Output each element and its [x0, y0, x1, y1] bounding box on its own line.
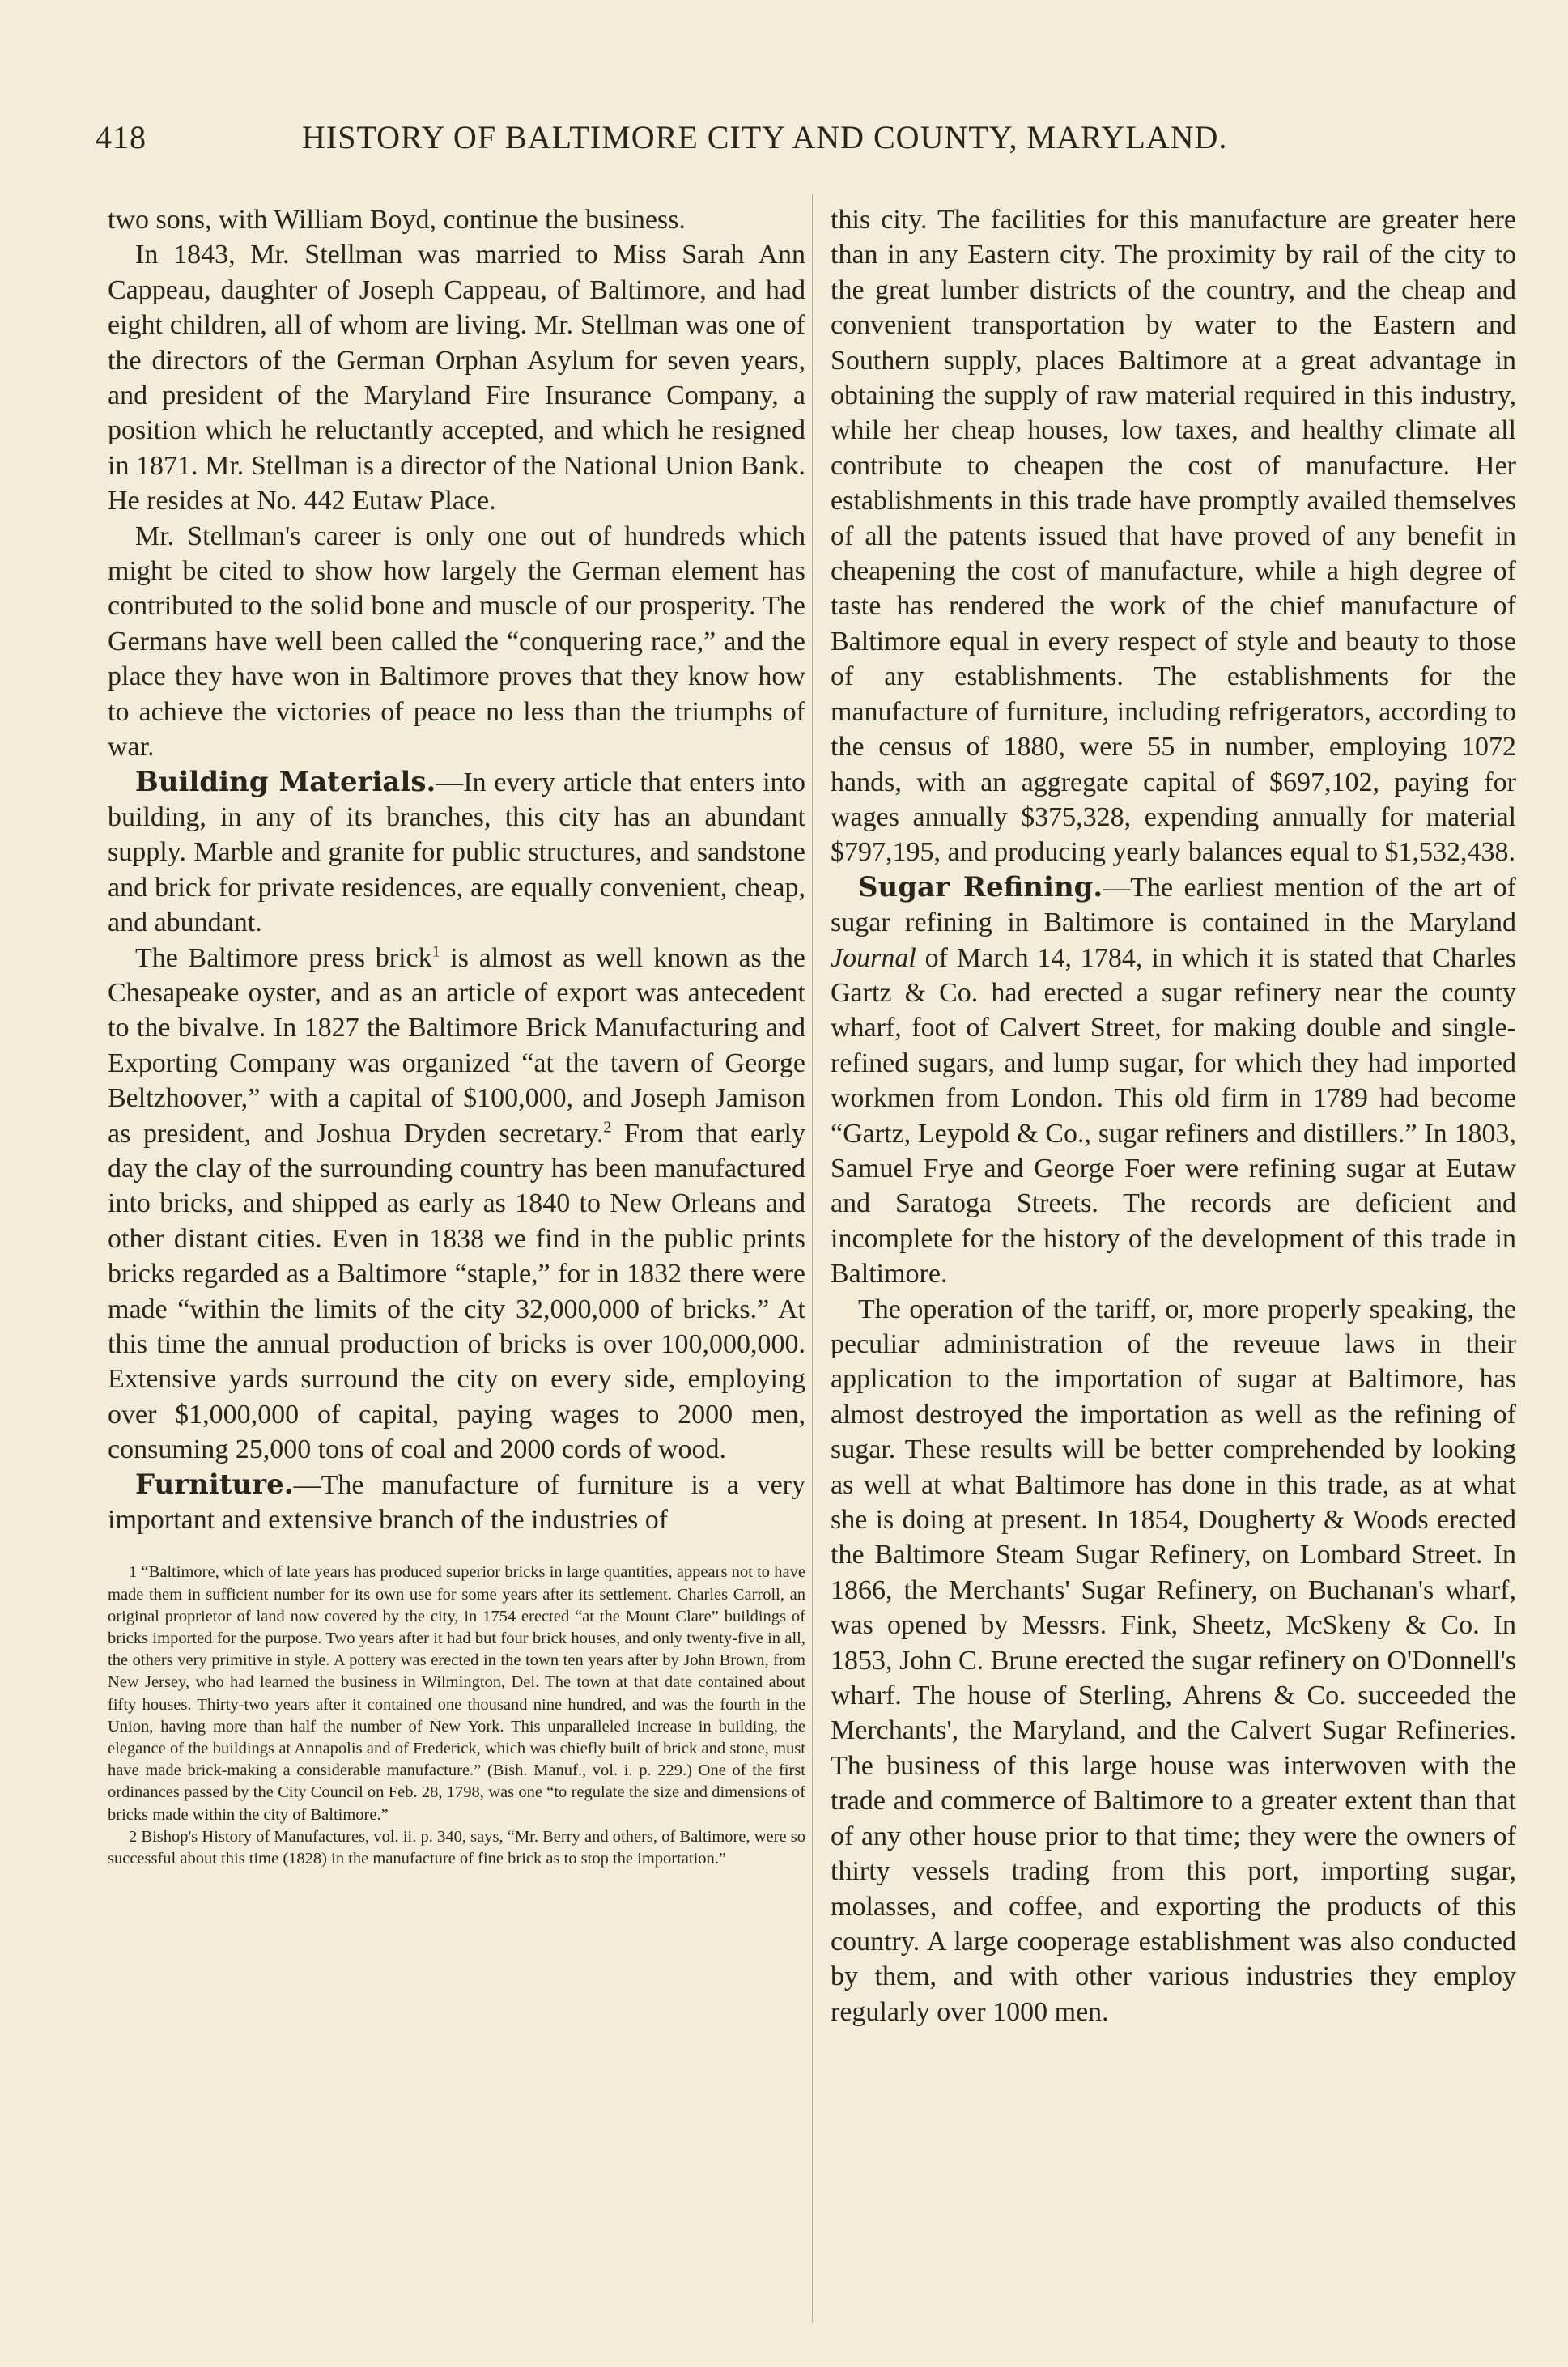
footnote: 2 Bishop's History of Manufactures, vol. ii. p. 340, says, “Mr. Berry and others, of Baltimore, were so successful about this time (1828) in the manufacture of fine brick as to stop the importation.”	[108, 1827, 805, 1868]
left-column	[108, 202, 805, 1870]
column-divider	[812, 194, 813, 2323]
journal-title: Journal	[831, 942, 916, 973]
page-number: 418	[96, 119, 147, 155]
paragraph: Mr. Stellman's career is only one out of hundreds which might be cited to show how largely the German element has contributed to the solid bone and muscle of our prosperity. The Germans have well been called the “conquering race,” and the place they have won in Baltimore proves that they know how to achieve the victories of peace no less than the triumphs of war.	[108, 521, 805, 763]
paragraph-text: The Baltimore press brick	[135, 942, 432, 973]
paragraph	[108, 941, 805, 1468]
paragraph-text: of March 14, 1784, in which it is stated that Charles Gartz & Co. had erected a sugar refinery near the county wharf, foot of Calvert Street, for making double and single-refined sugars, and lump sugar, for which they had imported workmen from London. This old firm in 1789 had become “Gartz, Leypold & Co., sugar refiners and distillers.” In 1803, Samuel Frye and George Foer were refining sugar at Eutaw and Saratoga Streets. The records are deficient and incomplete for the history of the development of this trade in Baltimore.	[831, 942, 1516, 1290]
paragraph: In 1843, Mr. Stellman was married to Miss Sarah Ann Cappeau, daughter of Joseph Cappeau, of Baltimore, and had eight children, all of whom are living. Mr. Stellman was one of the directors of the German Orphan Asylum for seven years, and president of the Maryland Fire Insurance Company, a position which he reluctantly accepted, and which he resigned in 1871. Mr. Stellman is a director of the National Union Bank. He resides at No. 442 Eutaw Place.	[108, 240, 805, 516]
paragraph-text: —The manufacture of furniture is a very important and extensive branch of the industries of	[108, 1469, 805, 1536]
footnote-mark: 1	[431, 942, 440, 961]
paragraph: The operation of the tariff, or, more properly speaking, the peculiar administration of the reveuue laws in their application to the importation of sugar at Baltimore, has almost destroyed the importation as well as the refining of sugar. These results will be better comprehended by looking as well at what Baltimore has done in this trade, as at what she is doing at present. In 1854, Dougherty & Woods erected the Baltimore Steam Sugar Refinery, on Lombard Street. In 1866, the Merchants' Sugar Refinery, on Buchanan's wharf, was opened by Messrs. Fink, Sheetz, McSkeny & Co. In 1853, John C. Brune erected the sugar refinery on O'Donnell's wharf. The house of Sterling, Ahrens & Co. succeeded the Merchants', the Maryland, and the Calvert Sugar Refineries. The business of this large house was interwoven with the trade and commerce of Baltimore to a greater extent than that of any other house prior to that time; they were the owners of thirty vessels trading from this port, importing sugar, molasses, and coffee, and exporting the products of this country. A large cooperage establishment was also conducted by them, and with other various industries they employ regularly over 1000 men.	[831, 1294, 1516, 2027]
section-heading-building-materials: Building Materials.	[135, 765, 436, 798]
footnote-mark: 2	[603, 1118, 612, 1137]
footnotes	[108, 1562, 805, 1870]
paragraph-text: —In every article that enters into building, in any of its branches, this city has an abundant supply. Marble and granite for public structures, and sandstone and brick for private residences, are equally convenient, cheap, and abundant.	[108, 767, 805, 938]
paragraph	[108, 765, 805, 941]
paragraph: this city. The facilities for this manufacture are greater here than in any Eastern city. The proximity by rail of the city to the great lumber districts of the country, and the cheap and convenient transportation by water to the Eastern and Southern supply, places Baltimore at a great advantage in obtaining the supply of raw material required in this industry, while her cheap houses, low taxes, and healthy climate all contribute to cheapen the cost of manufacture. Her establishments in this trade have promptly availed themselves of all the patents issued that have proved of any benefit in cheapening the cost of manufacture, while a high degree of taste has rendered the work of the chief manufacture of Baltimore equal in every respect of style and beauty to those of any establishments. The establishments for the manufacture of furniture, including refrigerators, according to the census of 1880, were 55 in number, employing 1072 hands, with an aggregate capital of $697,102, paying for wages annually $375,328, expending annually for material $797,195, and producing yearly balances equal to $1,532,438.	[831, 205, 1516, 868]
paragraph: two sons, with William Boyd, continue the business.	[108, 205, 686, 235]
paragraph	[831, 870, 1516, 1292]
paragraph-text: From that early day the clay of the surrounding country has been manufactured into bricks, and shipped as early as 1840 to New Orleans and other distant cities. Even in 1838 we find in the public prints bricks regarded as a Baltimore “staple,” for in 1832 there were made “within the limits of the city 32,000,000 of bricks.” At this time the annual production of bricks is over 100,000,000. Extensive yards surround the city on every side, employing over $1,000,000 of capital, paying wages to 2000 men, consuming 25,000 tons of coal and 2000 cords of wood.	[108, 1118, 805, 1465]
right-column	[831, 202, 1516, 2029]
section-heading-sugar-refining: Sugar Refining.	[858, 870, 1103, 903]
paragraph	[108, 1468, 805, 1538]
page-header	[96, 112, 1488, 160]
paragraph-text: is almost as well known as the Chesapeake oyster, and as an article of export was antecedent to the bivalve. In 1827 the Baltimore Brick Manufacturing and Exporting Company was organized “at the tavern of George Beltzhoover,” with a capital of $100,000, and Joseph Jamison as president, and Joshua Dryden secretary.	[108, 942, 805, 1149]
paragraph-text: —The earliest mention of the art of sugar refining in Baltimore is contained in the Maryland	[831, 872, 1516, 938]
section-heading-furniture: Furniture.	[135, 1468, 294, 1501]
footnote: 1 “Baltimore, which of late years has produced superior bricks in large quantities, appears not to have made them in sufficient number for its own use for some years after its settlement. Charles Carroll, an original proprietor of land now covered by the city, in 1754 erected “at the Mount Clare” buildings of bricks imported for the purpose. Two years after it had but four brick houses, and only twenty-five in all, the others very primitive in style. A pottery was erected in the town ten years after by John Brown, from New Jersey, who had learned the business in Wilmington, Del. The town at that date contained about fifty houses. Thirty-two years after it contained one thousand nine hundred, and was the fourth in the Union, having more than half the number of New York. This unparalleled increase in building, the elegance of the buildings at Annapolis and of Frederick, which was chiefly built of brick and stone, must have made brick-making a considerable manufacture.” (Bish. Manuf., vol. i. p. 229.) One of the first ordinances passed by the City Council on Feb. 28, 1798, was one “to regulate the size and dimensions of bricks made within the city of Baltimore.”	[108, 1563, 805, 1824]
running-title: HISTORY OF BALTIMORE CITY AND COUNTY, MARYLAND.	[302, 119, 1228, 155]
